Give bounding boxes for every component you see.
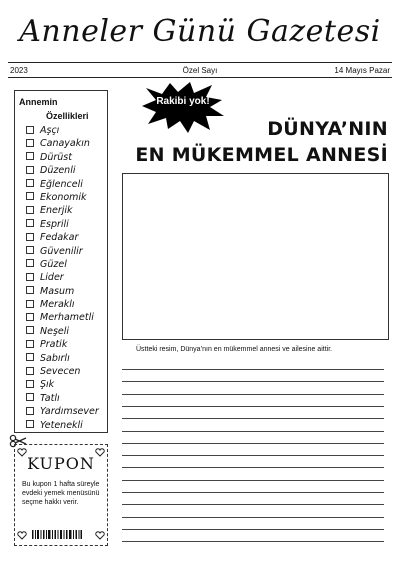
- quality-checkbox[interactable]: [26, 367, 34, 375]
- writing-line[interactable]: [122, 492, 384, 493]
- photo-caption: Üstteki resim, Dünya’nın en mükemmel annesi ve ailesine aittir.: [136, 346, 333, 353]
- heart-icon: [17, 531, 27, 540]
- quality-item: [26, 365, 99, 378]
- quality-item: [26, 285, 99, 298]
- quality-checkbox[interactable]: [26, 192, 34, 200]
- quality-label: Sevecen: [40, 366, 81, 378]
- quality-checkbox[interactable]: [26, 259, 34, 267]
- quality-label: Fedakar: [40, 232, 79, 244]
- writing-line[interactable]: [122, 504, 384, 505]
- writing-line[interactable]: [122, 369, 384, 370]
- writing-line[interactable]: [122, 541, 384, 542]
- quality-checkbox[interactable]: [26, 219, 34, 227]
- quality-checkbox[interactable]: [26, 300, 34, 308]
- quality-label: Merhametli: [40, 312, 94, 324]
- quality-label: Tatlı: [40, 392, 60, 404]
- quality-item: [26, 352, 99, 365]
- quality-item: [26, 231, 99, 244]
- issue-date: 14 Mayıs Pazar: [334, 66, 390, 75]
- quality-item: [26, 325, 99, 338]
- writing-line[interactable]: [122, 394, 384, 395]
- writing-line[interactable]: [122, 443, 384, 444]
- issue-year: 2023: [10, 66, 28, 75]
- sidebar-title-line2: Özellikleri: [46, 111, 89, 121]
- quality-checkbox[interactable]: [26, 273, 34, 281]
- quality-label: Düzenli: [40, 165, 76, 177]
- quality-item: [26, 137, 99, 150]
- masthead-rule-top: [8, 62, 392, 63]
- quality-item: [26, 124, 99, 137]
- coupon-title: KUPON: [27, 454, 95, 473]
- quality-checkbox[interactable]: [26, 139, 34, 147]
- quality-checkbox[interactable]: [26, 152, 34, 160]
- coupon-text: Bu kupon 1 hafta süreyle evdeki yemek menüsünü seçme hakkı verir.: [22, 481, 100, 506]
- quality-checkbox[interactable]: [26, 246, 34, 254]
- quality-label: Lider: [40, 272, 64, 284]
- quality-item: [26, 258, 99, 271]
- writing-line[interactable]: [122, 455, 384, 456]
- quality-checkbox[interactable]: [26, 340, 34, 348]
- quality-checkbox[interactable]: [26, 126, 34, 134]
- quality-item: [26, 218, 99, 231]
- quality-item: [26, 151, 99, 164]
- starburst-label: Rakibi yok!: [156, 96, 210, 107]
- writing-line[interactable]: [122, 517, 384, 518]
- quality-label: Yardımsever: [40, 406, 99, 418]
- quality-checkbox[interactable]: [26, 407, 34, 415]
- newspaper-title: Anneler Günü Gazetesi: [19, 14, 381, 49]
- quality-checkbox[interactable]: [26, 286, 34, 294]
- quality-checkbox[interactable]: [26, 380, 34, 388]
- headline-line2: EN MÜKEMMEL ANNESİ: [135, 144, 388, 166]
- writing-line[interactable]: [122, 418, 384, 419]
- barcode-icon: [32, 530, 82, 539]
- quality-checkbox[interactable]: [26, 326, 34, 334]
- quality-item: [26, 271, 99, 284]
- masthead-rule-bottom: [8, 77, 392, 78]
- quality-checkbox[interactable]: [26, 393, 34, 401]
- quality-checkbox[interactable]: [26, 233, 34, 241]
- quality-label: Pratik: [40, 339, 68, 351]
- quality-item: [26, 405, 99, 418]
- headline-line1: DÜNYA’NIN: [267, 118, 388, 140]
- quality-item: [26, 245, 99, 258]
- quality-label: Neşeli: [40, 325, 70, 337]
- quality-label: Sabırlı: [40, 352, 70, 364]
- quality-label: Aşçı: [40, 125, 60, 136]
- quality-item: [26, 419, 99, 432]
- quality-item: [26, 164, 99, 177]
- quality-item: [26, 191, 99, 204]
- heart-icon: [95, 531, 105, 540]
- quality-checkbox[interactable]: [26, 179, 34, 187]
- quality-label: Eğlenceli: [40, 178, 83, 190]
- qualities-list: [26, 124, 99, 432]
- issue-edition: Özel Sayı: [182, 66, 218, 75]
- quality-item: [26, 311, 99, 324]
- quality-label: Canayakın: [40, 138, 90, 150]
- quality-item: [26, 378, 99, 391]
- quality-label: Esprili: [40, 218, 69, 230]
- photo-frame[interactable]: [122, 173, 389, 340]
- quality-checkbox[interactable]: [26, 313, 34, 321]
- writing-line[interactable]: [122, 381, 384, 382]
- quality-label: Dürüst: [40, 151, 72, 163]
- quality-label: Güzel: [40, 258, 67, 270]
- writing-line[interactable]: [122, 467, 384, 468]
- quality-label: Güvenilir: [40, 245, 83, 257]
- quality-item: [26, 338, 99, 351]
- writing-line[interactable]: [122, 529, 384, 530]
- quality-item: [26, 178, 99, 191]
- writing-line[interactable]: [122, 406, 384, 407]
- quality-checkbox[interactable]: [26, 206, 34, 214]
- quality-label: Yetenekli: [40, 419, 83, 431]
- writing-line[interactable]: [122, 431, 384, 432]
- quality-checkbox[interactable]: [26, 353, 34, 361]
- quality-label: Enerjik: [40, 205, 73, 217]
- quality-label: Masum: [40, 285, 75, 297]
- quality-label: Ekonomik: [40, 191, 87, 203]
- quality-item: [26, 204, 99, 217]
- writing-line[interactable]: [122, 480, 384, 481]
- quality-label: Meraklı: [40, 299, 75, 311]
- quality-checkbox[interactable]: [26, 420, 34, 428]
- quality-item: [26, 298, 99, 311]
- sidebar-title-line1: Annemin: [19, 97, 58, 107]
- quality-label: Şık: [40, 379, 55, 391]
- quality-checkbox[interactable]: [26, 166, 34, 174]
- quality-item: [26, 392, 99, 405]
